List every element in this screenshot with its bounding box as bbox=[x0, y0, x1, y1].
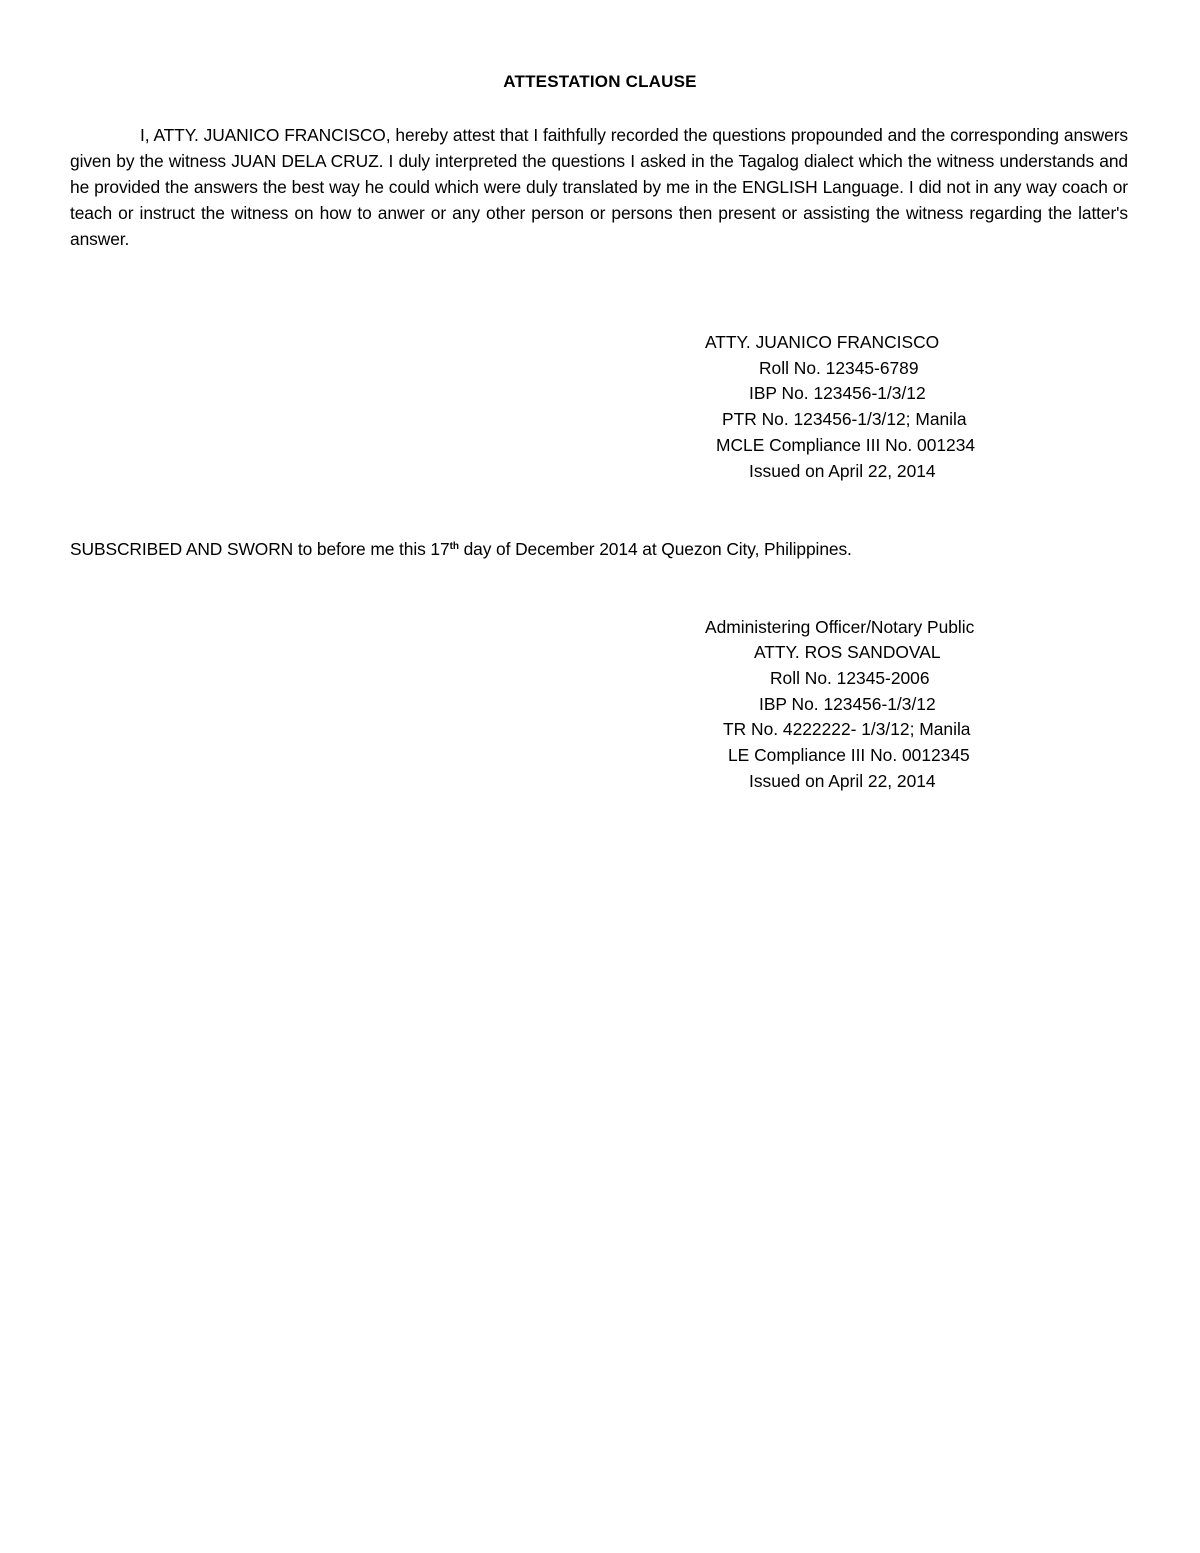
sworn-prefix: SUBSCRIBED AND SWORN to before me this 17 bbox=[70, 539, 450, 559]
document-title: ATTESTATION CLAUSE bbox=[503, 72, 697, 91]
notary-ibp-no: IBP No. 123456-1/3/12 bbox=[759, 694, 936, 714]
notary-issued-date: Issued on April 22, 2014 bbox=[749, 771, 936, 791]
attesting-lawyer-name: ATTY. JUANICO FRANCISCO bbox=[705, 332, 940, 352]
notary-name: ATTY. ROS SANDOVAL bbox=[754, 642, 941, 662]
notary-tr-no: TR No. 4222222- 1/3/12; Manila bbox=[723, 719, 971, 739]
attesting-issued-date: Issued on April 22, 2014 bbox=[749, 461, 936, 481]
attesting-ibp-no: IBP No. 123456-1/3/12 bbox=[749, 383, 926, 403]
attesting-ptr-no: PTR No. 123456-1/3/12; Manila bbox=[722, 409, 967, 429]
notary-le-compliance: LE Compliance III No. 0012345 bbox=[728, 745, 970, 765]
attestation-paragraph: I, ATTY. JUANICO FRANCISCO, hereby attest that I faithfully recorded the questions propounded and the corresponding answers given by the witness JUAN DELA CRUZ. I duly interpreted the questions I asked in the Tagalog dialect which the witness understands and he provided the answers the best way he could which were duly translated by me in the ENGLISH Language. I did not in any way coach or teach or instruct the witness on how to anwer or any other person or persons then present or assisting the witness regarding the latter's answer. bbox=[70, 125, 1128, 249]
notary-roll-no: Roll No. 12345-2006 bbox=[770, 668, 930, 688]
sworn-suffix: day of December 2014 at Quezon City, Philippines. bbox=[458, 539, 852, 559]
attesting-mcle: MCLE Compliance III No. 001234 bbox=[716, 435, 976, 455]
attesting-roll-no: Roll No. 12345-6789 bbox=[759, 358, 919, 378]
notary-role: Administering Officer/Notary Public bbox=[705, 617, 975, 637]
sworn-statement bbox=[70, 536, 852, 562]
sworn-ordinal-suffix: th bbox=[449, 541, 459, 552]
